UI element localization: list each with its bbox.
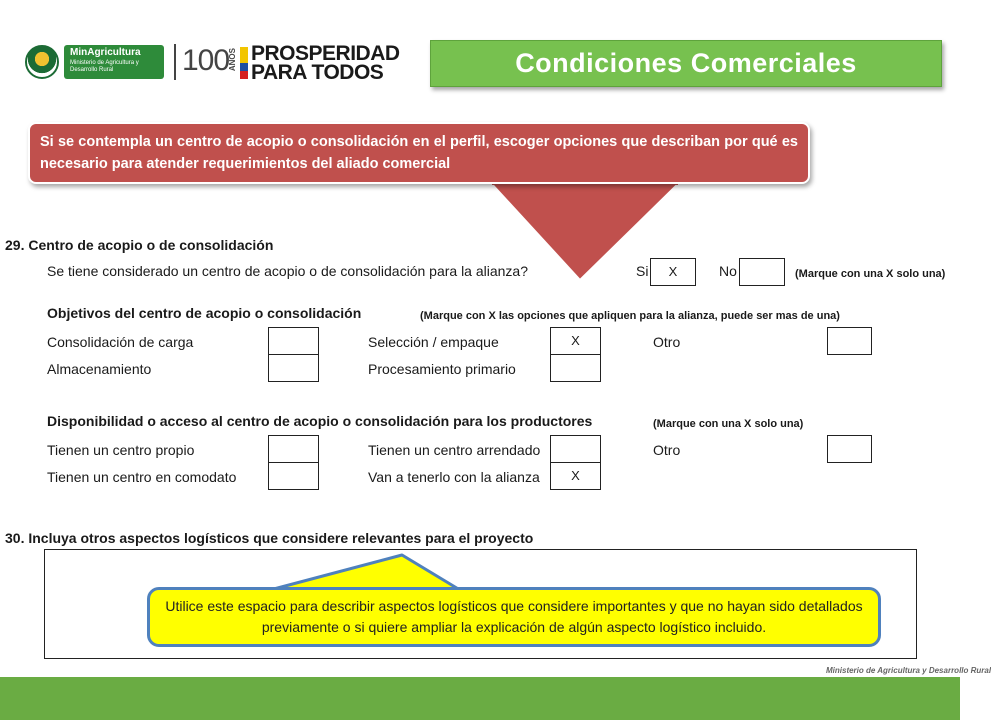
page-title: Condiciones Comerciales [515, 48, 857, 78]
minagricultura-logo [64, 45, 164, 79]
checkbox-almacenamiento[interactable] [268, 354, 319, 382]
checkbox-seleccion-empaque[interactable]: X [550, 327, 601, 355]
q29-mark-one-note: (Marque con una X solo una) [795, 268, 946, 280]
instruction-callout-yellow [147, 587, 881, 647]
option-label-centro-arrendado: Tienen un centro arrendado [368, 442, 541, 458]
checkbox-tenerlo-alianza[interactable]: X [550, 462, 601, 490]
checkbox-centro-comodato[interactable] [268, 462, 319, 490]
q29-heading: 29. Centro de acopio o de consolidación [5, 237, 274, 253]
checkbox-otro-disponibilidad[interactable] [827, 435, 872, 463]
checkbox-consolidacion-carga[interactable] [268, 327, 319, 355]
q29-question: Se tiene considerado un centro de acopio o de consolidación para la alianza? [47, 263, 529, 279]
availability-note: (Marque con una X solo una) [653, 418, 804, 430]
footer-ministry-text: Ministerio de Agricultura y Desarrollo Rural [826, 666, 991, 675]
logo-divider [174, 44, 176, 80]
footer-bar [0, 677, 960, 720]
title-banner [430, 40, 942, 87]
option-label-otro-disponibilidad: Otro [653, 442, 681, 458]
instruction-callout-yellow-text: Utilice este espacio para describir aspectos logísticos que considere importantes y que no hayan sido detallados previamente o si quiere ampliar la explicación de algún aspecto logístico incluido. [165, 598, 863, 635]
slogan-line-1: PROSPERIDAD [251, 42, 400, 65]
option-label-consolidacion-carga: Consolidación de carga [47, 334, 194, 350]
colombia-coat-of-arms-icon [25, 45, 59, 79]
centenary-word: AÑOS [228, 48, 237, 72]
objectives-note: (Marque con X las opciones que apliquen para la alianza, puede ser mas de una) [420, 310, 840, 322]
instruction-callout-red-text: Si se contempla un centro de acopio o consolidación en el perfil, escoger opciones que describan por qué es necesario para atender requerimientos del aliado comercial [40, 134, 798, 172]
q29-no-checkbox[interactable] [739, 258, 785, 286]
availability-heading: Disponibilidad o acceso al centro de acopio o consolidación para los productores [47, 413, 593, 429]
q29-yes-checkbox[interactable]: X [650, 258, 696, 286]
flag-bar-icon [240, 47, 248, 79]
q29-yes-label: Si [636, 263, 649, 279]
minagricultura-logo-subtitle: Ministerio de Agricultura y Desarrollo Rural [70, 60, 139, 73]
centenary-number: 100 [182, 44, 230, 77]
q30-heading: 30. Incluya otros aspectos logísticos que considere relevantes para el proyecto [5, 530, 534, 546]
checkbox-centro-arrendado[interactable] [550, 435, 601, 463]
checkbox-procesamiento-primario[interactable] [550, 354, 601, 382]
option-label-centro-comodato: Tienen un centro en comodato [47, 469, 237, 485]
checkbox-centro-propio[interactable] [268, 435, 319, 463]
option-label-centro-propio: Tienen un centro propio [47, 442, 195, 458]
option-label-almacenamiento: Almacenamiento [47, 361, 152, 377]
objectives-heading: Objetivos del centro de acopio o consolidación [47, 305, 362, 321]
option-label-tenerlo-alianza: Van a tenerlo con la alianza [368, 469, 540, 485]
option-label-seleccion-empaque: Selección / empaque [368, 334, 499, 350]
instruction-callout-red [28, 122, 810, 184]
option-label-otro-objetivo: Otro [653, 334, 681, 350]
q29-no-label: No [719, 263, 737, 279]
minagricultura-logo-name: MinAgricultura [70, 47, 141, 58]
option-label-procesamiento-primario: Procesamiento primario [368, 361, 516, 377]
prosperidad-logo [240, 42, 400, 84]
checkbox-otro-objetivo[interactable] [827, 327, 872, 355]
slogan-line-2: PARA TODOS [251, 61, 384, 84]
